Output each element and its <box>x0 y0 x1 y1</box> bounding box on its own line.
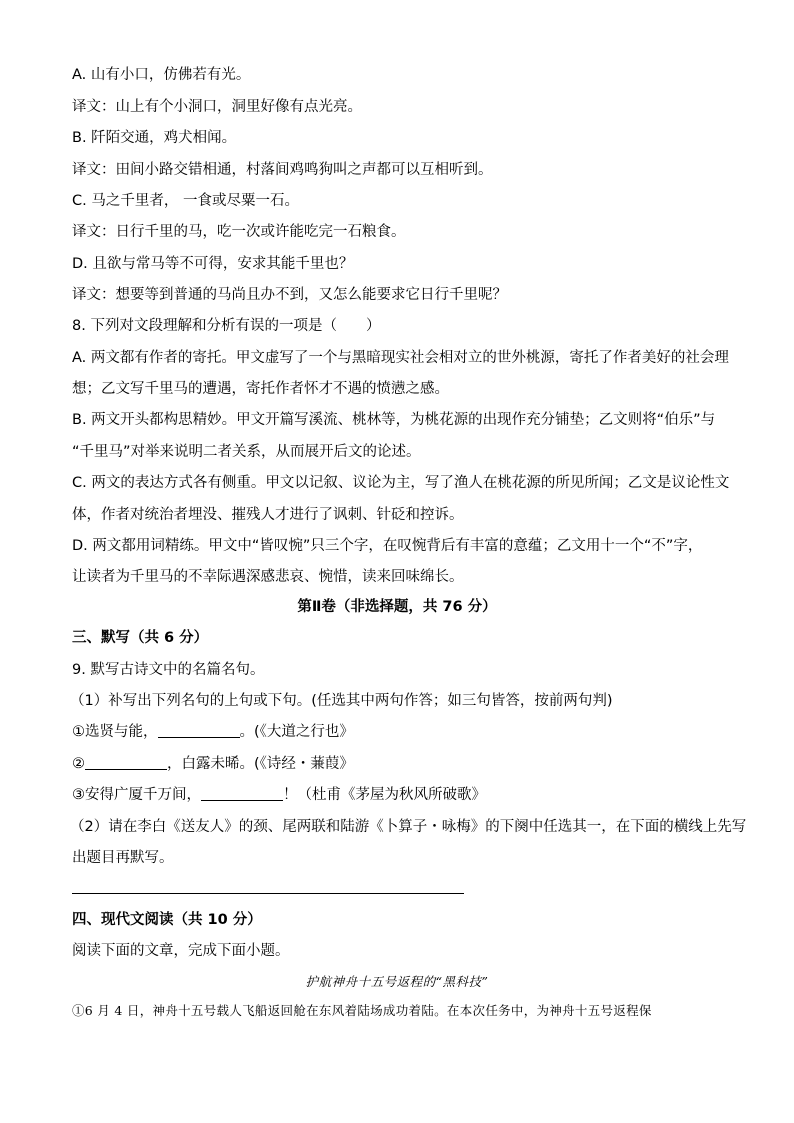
section-4-title: 四、现代文阅读（共 10 分） <box>72 912 262 928</box>
answer-line[interactable] <box>72 893 464 894</box>
question-9-1: （1）补写出下列名句的上句或下句。(任选其中两句作答；如三句皆答，按前两句判) <box>70 693 613 709</box>
q8-option-d-line2: 让读者为千里马的不幸际遇深感悲哀、惋惜，读来回味绵长。 <box>72 569 464 585</box>
option-d-text: D. 且欲与常马等不可得，安求其能千里也？ <box>72 256 354 272</box>
q8-option-b-line1: B. 两文开头都构思精妙。甲文开篇写溪流、桃林等，为桃花源的出现作充分铺垫；乙文则将“伯乐”与 <box>72 412 716 428</box>
option-b-translation: 译文：田间小路交错相通，村落间鸡鸣狗叫之声都可以互相听到。 <box>72 162 493 178</box>
section-2-title: 第Ⅱ卷（非选择题，共 76 分） <box>297 599 497 615</box>
fill-blank-1-prefix: ①选贤与能， <box>72 724 158 740</box>
q8-option-c-line2: 体，作者对统治者埋没、摧残人才进行了讽刺、针砭和控诉。 <box>72 507 464 523</box>
option-c-translation: 译文：日行千里的马，吃一次或许能吃完一石粮食。 <box>72 224 406 240</box>
q8-option-a-line1: A. 两文都有作者的寄托。甲文虚写了一个与黑暗现实社会相对立的世外桃源，寄托了作者美好的社会理 <box>72 350 729 366</box>
fill-blank-3 <box>72 785 486 805</box>
q8-option-d-line1: D. 两文都用词精练。甲文中“皆叹惋”只三个字，在叹惋背后有丰富的意蕴；乙文用十一个“不”字， <box>72 538 703 554</box>
fill-blank-2-suffix: ，白露未晞。(《诗经・蒹葭》 <box>167 756 354 772</box>
fill-blank-1 <box>72 722 354 742</box>
question-9: 9. 默写古诗文中的名篇名句。 <box>72 662 265 678</box>
fill-blank-1-line[interactable] <box>158 723 240 738</box>
fill-blank-2-line[interactable] <box>85 755 167 770</box>
fill-blank-3-suffix: ！（杜甫《茅屋为秋风所破歌》 <box>283 787 486 803</box>
option-c-text: C. 马之千里者， 一食或尽粟一石。 <box>72 193 299 209</box>
option-a-text: A. 山有小口，仿佛若有光。 <box>72 67 251 83</box>
fill-blank-3-prefix: ③安得广厦千万间， <box>72 787 201 803</box>
option-d-translation: 译文：想要等到普通的马尚且办不到，又怎么能要求它日行千里呢？ <box>72 287 507 303</box>
fill-blank-1-suffix: 。(《大道之行也》 <box>239 724 354 740</box>
section-3-title: 三、默写（共 6 分） <box>72 630 209 646</box>
reading-instruction: 阅读下面的文章，完成下面小题。 <box>72 943 290 959</box>
q8-option-b-line2: “千里马”对举来说明二者关系，从而展开后文的论述。 <box>72 444 421 460</box>
question-9-2-line1: （2）请在李白《送友人》的颈、尾两联和陆游《卜算子・咏梅》的下阕中任选其一，在下面的横线上先写 <box>70 819 747 835</box>
option-a-translation: 译文：山上有个小洞口，洞里好像有点光亮。 <box>72 99 362 115</box>
fill-blank-2 <box>72 754 354 774</box>
option-b-text: B. 阡陌交通，鸡犬相闻。 <box>72 130 237 146</box>
fill-blank-2-prefix: ② <box>72 756 85 772</box>
question-9-2-line2: 出题目再默写。 <box>72 850 174 866</box>
question-8: 8. 下列对文段理解和分析有误的一项是（ ） <box>72 318 381 334</box>
q8-option-c-line1: C. 两文的表达方式各有侧重。甲文以记叙、议论为主，写了渔人在桃花源的所见所闻；乙文是议论性文 <box>72 475 730 491</box>
q8-option-a-line2: 想；乙文写千里马的遭遇，寄托作者怀才不遇的愤懑之感。 <box>72 381 449 397</box>
fill-blank-3-line[interactable] <box>201 786 283 801</box>
article-paragraph-1: ①6 月 4 日，神舟十五号载人飞船返回舱在东风着陆场成功着陆。在本次任务中，为神舟十五号返程保 <box>72 1003 652 1018</box>
article-title: 护航神舟十五号返程的“黑科技” <box>305 974 489 989</box>
